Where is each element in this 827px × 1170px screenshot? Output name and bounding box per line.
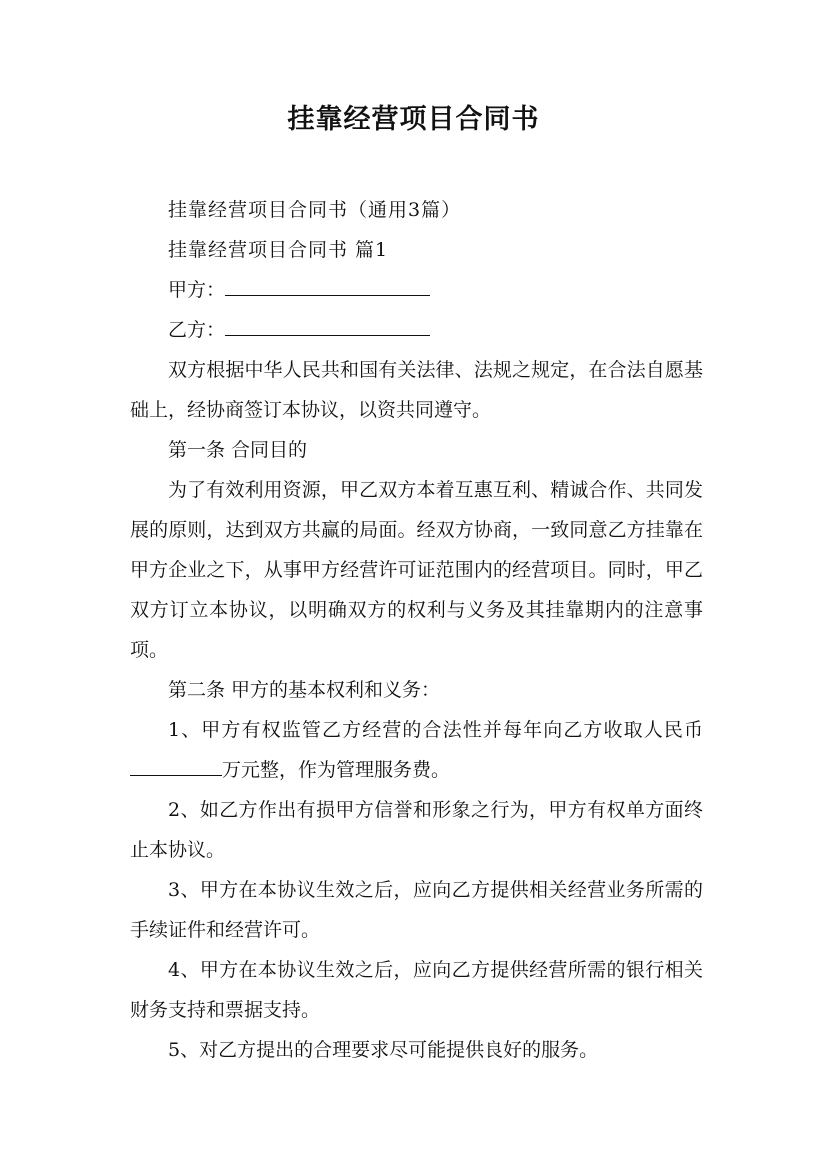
clause-2: 2、如乙方作出有损甲方信誉和形象之行为，甲方有权单方面终止本协议。 bbox=[130, 799, 703, 861]
intro-paragraph: 双方根据中华人民共和国有关法律、法规之规定，在合法自愿基础上，经协商签订本协议，以资共同遵守。 bbox=[130, 359, 703, 421]
document-title: 挂靠经营项目合同书 bbox=[287, 104, 540, 135]
article2-heading: 第二条 甲方的基本权利和义务： bbox=[168, 679, 441, 701]
fee-blank bbox=[130, 759, 222, 776]
clause-3: 3、甲方在本协议生效之后，应向乙方提供相关经营业务所需的手续证件和经营许可。 bbox=[130, 879, 703, 941]
party-a-blank bbox=[225, 279, 430, 296]
clause-5: 5、对乙方提出的合理要求尽可能提供良好的服务。 bbox=[168, 1039, 599, 1061]
subtitle-line: 挂靠经营项目合同书（通用3篇） bbox=[168, 199, 462, 221]
party-b-line bbox=[130, 310, 703, 350]
clause-1 bbox=[130, 710, 703, 790]
document-body bbox=[130, 190, 703, 1070]
party-a-label: 甲方： bbox=[168, 279, 226, 301]
clause-4: 4、甲方在本协议生效之后，应向乙方提供经营所需的银行相关财务支持和票据支持。 bbox=[130, 959, 703, 1021]
section-heading: 挂靠经营项目合同书 篇1 bbox=[168, 239, 389, 261]
party-b-blank bbox=[225, 319, 430, 336]
party-b-label: 乙方： bbox=[168, 319, 226, 341]
party-a-line bbox=[130, 270, 703, 310]
clause-1-prefix: 1、甲方有权监管乙方经营的合法性并每年向乙方收取人民币 bbox=[168, 719, 703, 741]
clause-1-suffix: 万元整，作为管理服务费。 bbox=[222, 759, 451, 781]
article1-paragraph: 为了有效利用资源，甲乙双方本着互惠互利、精诚合作、共同发展的原则，达到双方共赢的局面。经双方协商，一致同意乙方挂靠在甲方企业之下，从事甲方经营许可证范围内的经营项目。同时，甲乙双方订立本协议，以明确双方的权利与义务及其挂靠期内的注意事项。 bbox=[130, 479, 703, 661]
article1-heading: 第一条 合同目的 bbox=[168, 439, 308, 461]
